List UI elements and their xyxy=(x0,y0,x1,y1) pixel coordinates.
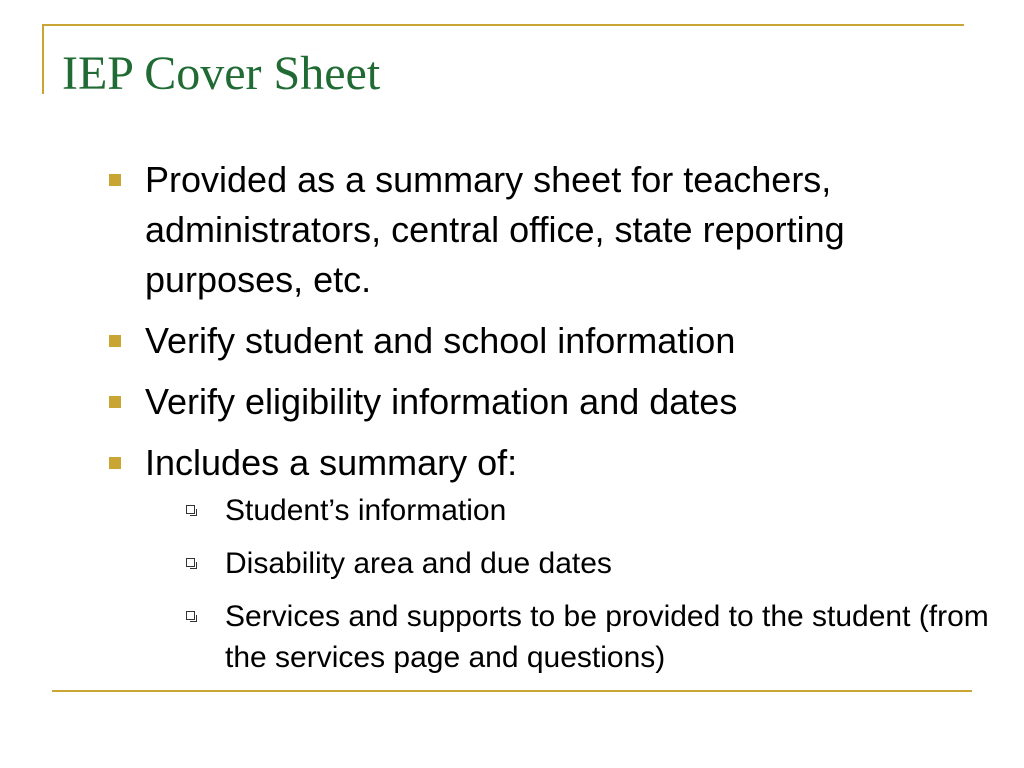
bullet-item-verify-student xyxy=(100,316,990,366)
bullet-text: Includes a summary of: xyxy=(145,442,518,483)
bullet-item-includes-summary xyxy=(100,438,990,678)
sub-bullet-text: Services and supports to be provided to the student (from the services page and questions) xyxy=(225,600,989,674)
bullet-item-summary-sheet xyxy=(100,155,990,305)
sub-bullet-item-services-supports xyxy=(145,596,990,678)
sub-bullet-text: Student’s information xyxy=(225,494,507,527)
hollow-square-bullet-icon xyxy=(186,611,195,620)
square-bullet-icon xyxy=(109,396,121,408)
bottom-rule-line xyxy=(52,690,972,692)
top-frame-line xyxy=(42,24,964,26)
square-bullet-icon xyxy=(109,457,121,469)
bullet-item-verify-eligibility xyxy=(100,377,990,427)
sub-bullet-text: Disability area and due dates xyxy=(225,547,612,580)
left-frame-line xyxy=(42,24,44,94)
bullet-list xyxy=(100,155,990,678)
sub-bullet-list xyxy=(145,490,990,678)
square-bullet-icon xyxy=(109,174,121,186)
hollow-square-bullet-icon xyxy=(186,505,195,514)
square-bullet-icon xyxy=(109,335,121,347)
slide-content xyxy=(100,155,990,690)
bullet-text: Verify eligibility information and dates xyxy=(145,381,738,422)
sub-bullet-item-disability-area xyxy=(145,543,990,584)
bullet-text: Verify student and school information xyxy=(145,320,736,361)
bullet-text: Provided as a summary sheet for teachers, administrators, central office, state reporting purposes, etc. xyxy=(145,159,845,300)
hollow-square-bullet-icon xyxy=(186,558,195,567)
sub-bullet-item-student-info xyxy=(145,490,990,531)
slide-title: IEP Cover Sheet xyxy=(62,47,381,100)
